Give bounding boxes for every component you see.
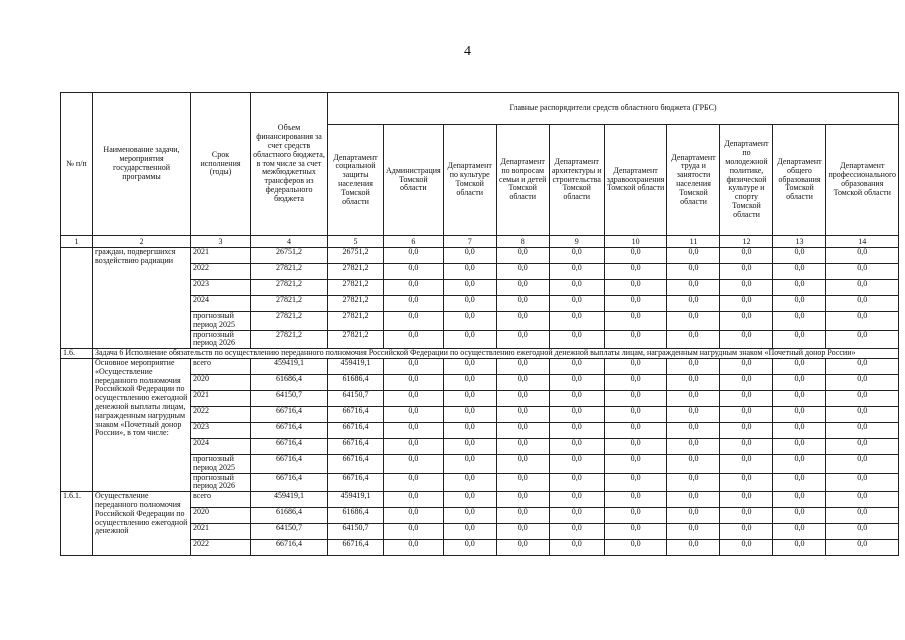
value-cell: 0,0 <box>549 374 604 390</box>
value-cell: 0,0 <box>720 454 773 473</box>
value-cell: 64150,7 <box>251 524 328 540</box>
value-cell: 0,0 <box>384 492 444 508</box>
value-cell: 0,0 <box>604 508 667 524</box>
term-cell: 2020 <box>191 374 251 390</box>
value-cell: 0,0 <box>720 296 773 312</box>
value-cell: 0,0 <box>443 508 496 524</box>
value-cell: 0,0 <box>826 540 899 556</box>
value-cell: 0,0 <box>826 406 899 422</box>
value-cell: 0,0 <box>443 492 496 508</box>
value-cell: 27821,2 <box>328 264 384 280</box>
value-cell: 0,0 <box>826 264 899 280</box>
value-cell: 61686,4 <box>328 508 384 524</box>
value-cell: 64150,7 <box>328 524 384 540</box>
value-cell: 0,0 <box>549 296 604 312</box>
column-number: 1 <box>61 236 93 248</box>
value-cell: 0,0 <box>667 406 720 422</box>
value-cell: 0,0 <box>667 390 720 406</box>
value-cell: 0,0 <box>384 508 444 524</box>
value-cell: 0,0 <box>549 540 604 556</box>
value-cell: 0,0 <box>604 374 667 390</box>
value-cell: 0,0 <box>667 422 720 438</box>
value-cell: 27821,2 <box>328 296 384 312</box>
value-cell: 459419,1 <box>251 492 328 508</box>
value-cell: 0,0 <box>604 438 667 454</box>
column-number: 3 <box>191 236 251 248</box>
value-cell: 0,0 <box>720 312 773 331</box>
row-number <box>61 248 93 349</box>
value-cell: 0,0 <box>384 390 444 406</box>
value-cell: 0,0 <box>773 374 826 390</box>
value-cell: 66716,4 <box>251 454 328 473</box>
value-cell: 459419,1 <box>251 358 328 374</box>
value-cell: 27821,2 <box>251 330 328 349</box>
value-cell: 0,0 <box>549 473 604 492</box>
header-grbs-6: Департамент здравоохранения Томской области <box>604 125 667 236</box>
value-cell: 0,0 <box>773 508 826 524</box>
value-cell: 0,0 <box>549 330 604 349</box>
value-cell: 0,0 <box>443 296 496 312</box>
value-cell: 0,0 <box>496 248 549 264</box>
value-cell: 0,0 <box>549 454 604 473</box>
value-cell: 0,0 <box>384 280 444 296</box>
value-cell: 0,0 <box>496 390 549 406</box>
value-cell: 0,0 <box>443 454 496 473</box>
value-cell: 0,0 <box>826 330 899 349</box>
column-number: 14 <box>826 236 899 248</box>
value-cell: 0,0 <box>826 508 899 524</box>
term-cell: всего <box>191 358 251 374</box>
value-cell: 0,0 <box>604 280 667 296</box>
value-cell: 0,0 <box>443 473 496 492</box>
value-cell: 66716,4 <box>328 454 384 473</box>
task-title: Задача 6 Исполнение обязательств по осуществлению переданного полномочия Российской Федерации по осуществлению ежегодной денежной выплаты лицам, награжденным нагрудным знаком «Почетный донор России» <box>93 349 899 359</box>
value-cell: 0,0 <box>443 406 496 422</box>
value-cell: 0,0 <box>443 540 496 556</box>
value-cell: 0,0 <box>826 473 899 492</box>
value-cell: 0,0 <box>826 390 899 406</box>
value-cell: 0,0 <box>720 508 773 524</box>
value-cell: 0,0 <box>667 358 720 374</box>
value-cell: 61686,4 <box>251 374 328 390</box>
value-cell: 27821,2 <box>328 280 384 296</box>
value-cell: 0,0 <box>384 264 444 280</box>
value-cell: 66716,4 <box>328 438 384 454</box>
value-cell: 0,0 <box>667 438 720 454</box>
value-cell: 0,0 <box>443 390 496 406</box>
value-cell: 0,0 <box>604 406 667 422</box>
value-cell: 0,0 <box>667 454 720 473</box>
value-cell: 66716,4 <box>328 422 384 438</box>
value-cell: 0,0 <box>773 524 826 540</box>
value-cell: 0,0 <box>549 422 604 438</box>
value-cell: 64150,7 <box>328 390 384 406</box>
value-cell: 0,0 <box>720 473 773 492</box>
value-cell: 0,0 <box>384 358 444 374</box>
value-cell: 0,0 <box>826 248 899 264</box>
value-cell: 0,0 <box>549 264 604 280</box>
header-grbs-7: Департамент труда и занятости населения Томской области <box>667 125 720 236</box>
value-cell: 0,0 <box>720 492 773 508</box>
term-cell: 2021 <box>191 248 251 264</box>
value-cell: 66716,4 <box>251 438 328 454</box>
value-cell: 0,0 <box>773 540 826 556</box>
value-cell: 0,0 <box>549 390 604 406</box>
value-cell: 0,0 <box>604 473 667 492</box>
value-cell: 0,0 <box>773 422 826 438</box>
value-cell: 26751,2 <box>328 248 384 264</box>
value-cell: 0,0 <box>384 374 444 390</box>
value-cell: 0,0 <box>443 524 496 540</box>
value-cell: 0,0 <box>604 296 667 312</box>
row-number: 1.6.1. <box>61 492 93 556</box>
value-cell: 0,0 <box>604 422 667 438</box>
value-cell: 0,0 <box>826 374 899 390</box>
value-cell: 27821,2 <box>328 312 384 331</box>
value-cell: 66716,4 <box>251 422 328 438</box>
term-cell: 2023 <box>191 422 251 438</box>
value-cell: 0,0 <box>667 473 720 492</box>
term-cell: прогнозный период 2025 <box>191 312 251 331</box>
value-cell: 0,0 <box>496 296 549 312</box>
value-cell: 0,0 <box>667 374 720 390</box>
value-cell: 0,0 <box>549 248 604 264</box>
value-cell: 0,0 <box>384 312 444 331</box>
value-cell: 0,0 <box>667 330 720 349</box>
activity-name: граждан, подвергшихся воздействию радиации <box>93 248 191 349</box>
value-cell: 0,0 <box>720 264 773 280</box>
header-name: Наименование задачи, мероприятия государственной программы <box>93 93 191 236</box>
value-cell: 0,0 <box>826 438 899 454</box>
value-cell: 0,0 <box>720 390 773 406</box>
header-grbs-3: Департамент по культуре Томской области <box>443 125 496 236</box>
value-cell: 0,0 <box>496 358 549 374</box>
value-cell: 0,0 <box>667 264 720 280</box>
value-cell: 0,0 <box>443 422 496 438</box>
value-cell: 0,0 <box>604 540 667 556</box>
column-number: 4 <box>251 236 328 248</box>
column-number: 8 <box>496 236 549 248</box>
value-cell: 0,0 <box>826 296 899 312</box>
activity-name: Основное мероприятие «Осуществление переданного полномочия Российской Федерации по осуществлению ежегодной денежной выплаты лицам, награжденным нагрудным знаком «Почетный донор России», в том числе: <box>93 358 191 491</box>
value-cell: 0,0 <box>549 312 604 331</box>
value-cell: 0,0 <box>443 312 496 331</box>
value-cell: 0,0 <box>773 406 826 422</box>
value-cell: 61686,4 <box>328 374 384 390</box>
value-cell: 0,0 <box>384 540 444 556</box>
value-cell: 0,0 <box>604 330 667 349</box>
value-cell: 0,0 <box>496 492 549 508</box>
value-cell: 0,0 <box>720 406 773 422</box>
value-cell: 64150,7 <box>251 390 328 406</box>
header-grbs-4: Департамент по вопросам семьи и детей Томской области <box>496 125 549 236</box>
value-cell: 0,0 <box>773 312 826 331</box>
value-cell: 0,0 <box>667 508 720 524</box>
value-cell: 0,0 <box>443 280 496 296</box>
value-cell: 0,0 <box>720 422 773 438</box>
value-cell: 0,0 <box>443 330 496 349</box>
value-cell: 66716,4 <box>328 406 384 422</box>
header-grbs-2: Администрация Томской области <box>384 125 444 236</box>
value-cell: 0,0 <box>496 374 549 390</box>
value-cell: 0,0 <box>384 330 444 349</box>
value-cell: 0,0 <box>384 454 444 473</box>
term-cell: всего <box>191 492 251 508</box>
value-cell: 0,0 <box>604 248 667 264</box>
column-number: 9 <box>549 236 604 248</box>
value-cell: 0,0 <box>720 438 773 454</box>
value-cell: 0,0 <box>496 438 549 454</box>
header-grbs-5: Департамент архитектуры и строительства Томской области <box>549 125 604 236</box>
value-cell: 0,0 <box>384 296 444 312</box>
term-cell: 2024 <box>191 438 251 454</box>
value-cell: 0,0 <box>549 524 604 540</box>
value-cell: 0,0 <box>384 438 444 454</box>
value-cell: 0,0 <box>826 454 899 473</box>
value-cell: 0,0 <box>826 492 899 508</box>
value-cell: 0,0 <box>549 508 604 524</box>
column-number: 12 <box>720 236 773 248</box>
term-cell: 2022 <box>191 540 251 556</box>
table-row <box>61 492 899 508</box>
value-cell: 0,0 <box>604 390 667 406</box>
value-cell: 0,0 <box>773 438 826 454</box>
value-cell: 0,0 <box>384 473 444 492</box>
value-cell: 27821,2 <box>251 264 328 280</box>
header-volume: Объем финансирования за счет средств областного бюджета, в том числе за счет межбюджетных трансферов из федерального бюджета <box>251 93 328 236</box>
value-cell: 66716,4 <box>328 540 384 556</box>
column-number: 13 <box>773 236 826 248</box>
term-cell: прогнозный период 2026 <box>191 330 251 349</box>
task-row <box>61 349 899 359</box>
table-row <box>61 248 899 264</box>
value-cell: 0,0 <box>773 390 826 406</box>
value-cell: 0,0 <box>496 540 549 556</box>
value-cell: 0,0 <box>720 280 773 296</box>
value-cell: 0,0 <box>496 454 549 473</box>
value-cell: 61686,4 <box>251 508 328 524</box>
value-cell: 0,0 <box>549 492 604 508</box>
value-cell: 0,0 <box>773 330 826 349</box>
row-number <box>61 358 93 491</box>
term-cell: 2023 <box>191 280 251 296</box>
value-cell: 0,0 <box>826 312 899 331</box>
value-cell: 0,0 <box>826 358 899 374</box>
value-cell: 0,0 <box>496 422 549 438</box>
value-cell: 0,0 <box>604 524 667 540</box>
term-cell: 2024 <box>191 296 251 312</box>
value-cell: 0,0 <box>549 358 604 374</box>
value-cell: 0,0 <box>720 374 773 390</box>
value-cell: 0,0 <box>549 406 604 422</box>
value-cell: 0,0 <box>549 280 604 296</box>
term-cell: прогнозный период 2026 <box>191 473 251 492</box>
value-cell: 0,0 <box>443 264 496 280</box>
column-number: 11 <box>667 236 720 248</box>
header-grbs-10: Департамент профессионального образования Томской области <box>826 125 899 236</box>
column-number: 2 <box>93 236 191 248</box>
term-cell: 2020 <box>191 508 251 524</box>
value-cell: 0,0 <box>384 524 444 540</box>
header-no: № п/п <box>61 93 93 236</box>
value-cell: 0,0 <box>720 248 773 264</box>
value-cell: 0,0 <box>384 248 444 264</box>
value-cell: 0,0 <box>443 248 496 264</box>
header-grbs-8: Департамент по молодежной политике, физической культуре и спорту Томской области <box>720 125 773 236</box>
value-cell: 0,0 <box>496 473 549 492</box>
column-number: 10 <box>604 236 667 248</box>
value-cell: 66716,4 <box>328 473 384 492</box>
value-cell: 0,0 <box>496 406 549 422</box>
value-cell: 459419,1 <box>328 358 384 374</box>
value-cell: 0,0 <box>773 264 826 280</box>
task-number: 1.6. <box>61 349 93 359</box>
value-cell: 0,0 <box>443 358 496 374</box>
value-cell: 459419,1 <box>328 492 384 508</box>
term-cell: 2021 <box>191 390 251 406</box>
header-grbs-9: Департамент общего образования Томской области <box>773 125 826 236</box>
header-term: Срок исполнения (годы) <box>191 93 251 236</box>
value-cell: 26751,2 <box>251 248 328 264</box>
value-cell: 0,0 <box>720 330 773 349</box>
column-number: 6 <box>384 236 444 248</box>
value-cell: 0,0 <box>496 508 549 524</box>
value-cell: 0,0 <box>773 248 826 264</box>
term-cell: 2021 <box>191 524 251 540</box>
term-cell: 2022 <box>191 406 251 422</box>
page-number: 4 <box>464 44 471 59</box>
column-number: 7 <box>443 236 496 248</box>
value-cell: 0,0 <box>443 374 496 390</box>
value-cell: 0,0 <box>826 280 899 296</box>
value-cell: 0,0 <box>604 264 667 280</box>
value-cell: 27821,2 <box>251 312 328 331</box>
value-cell: 27821,2 <box>328 330 384 349</box>
value-cell: 0,0 <box>443 438 496 454</box>
value-cell: 0,0 <box>604 454 667 473</box>
value-cell: 0,0 <box>549 438 604 454</box>
value-cell: 0,0 <box>496 280 549 296</box>
value-cell: 0,0 <box>496 312 549 331</box>
term-cell: 2022 <box>191 264 251 280</box>
value-cell: 0,0 <box>720 524 773 540</box>
value-cell: 66716,4 <box>251 473 328 492</box>
value-cell: 0,0 <box>826 422 899 438</box>
value-cell: 0,0 <box>667 312 720 331</box>
value-cell: 0,0 <box>604 358 667 374</box>
value-cell: 0,0 <box>496 264 549 280</box>
value-cell: 0,0 <box>667 492 720 508</box>
value-cell: 0,0 <box>773 280 826 296</box>
term-cell: прогнозный период 2025 <box>191 454 251 473</box>
table-row <box>61 358 899 374</box>
value-cell: 0,0 <box>720 540 773 556</box>
value-cell: 27821,2 <box>251 280 328 296</box>
value-cell: 0,0 <box>604 492 667 508</box>
value-cell: 0,0 <box>384 422 444 438</box>
column-number: 5 <box>328 236 384 248</box>
value-cell: 0,0 <box>773 492 826 508</box>
value-cell: 0,0 <box>496 330 549 349</box>
value-cell: 0,0 <box>667 280 720 296</box>
value-cell: 27821,2 <box>251 296 328 312</box>
value-cell: 0,0 <box>773 473 826 492</box>
value-cell: 0,0 <box>773 296 826 312</box>
budget-table <box>60 92 899 556</box>
value-cell: 0,0 <box>773 454 826 473</box>
value-cell: 66716,4 <box>251 540 328 556</box>
value-cell: 0,0 <box>667 248 720 264</box>
value-cell: 0,0 <box>667 524 720 540</box>
value-cell: 0,0 <box>826 524 899 540</box>
value-cell: 0,0 <box>773 358 826 374</box>
value-cell: 0,0 <box>720 358 773 374</box>
header-grbs-title: Главные распорядители средств областного бюджета (ГРБС) <box>328 93 899 125</box>
value-cell: 0,0 <box>667 296 720 312</box>
value-cell: 0,0 <box>667 540 720 556</box>
value-cell: 66716,4 <box>251 406 328 422</box>
header-grbs-1: Департамент социальной защиты населения Томской области <box>328 125 384 236</box>
value-cell: 0,0 <box>496 524 549 540</box>
value-cell: 0,0 <box>604 312 667 331</box>
activity-name: Осуществление переданного полномочия Российской Федерации по осуществлению ежегодной денежной <box>93 492 191 556</box>
value-cell: 0,0 <box>384 406 444 422</box>
